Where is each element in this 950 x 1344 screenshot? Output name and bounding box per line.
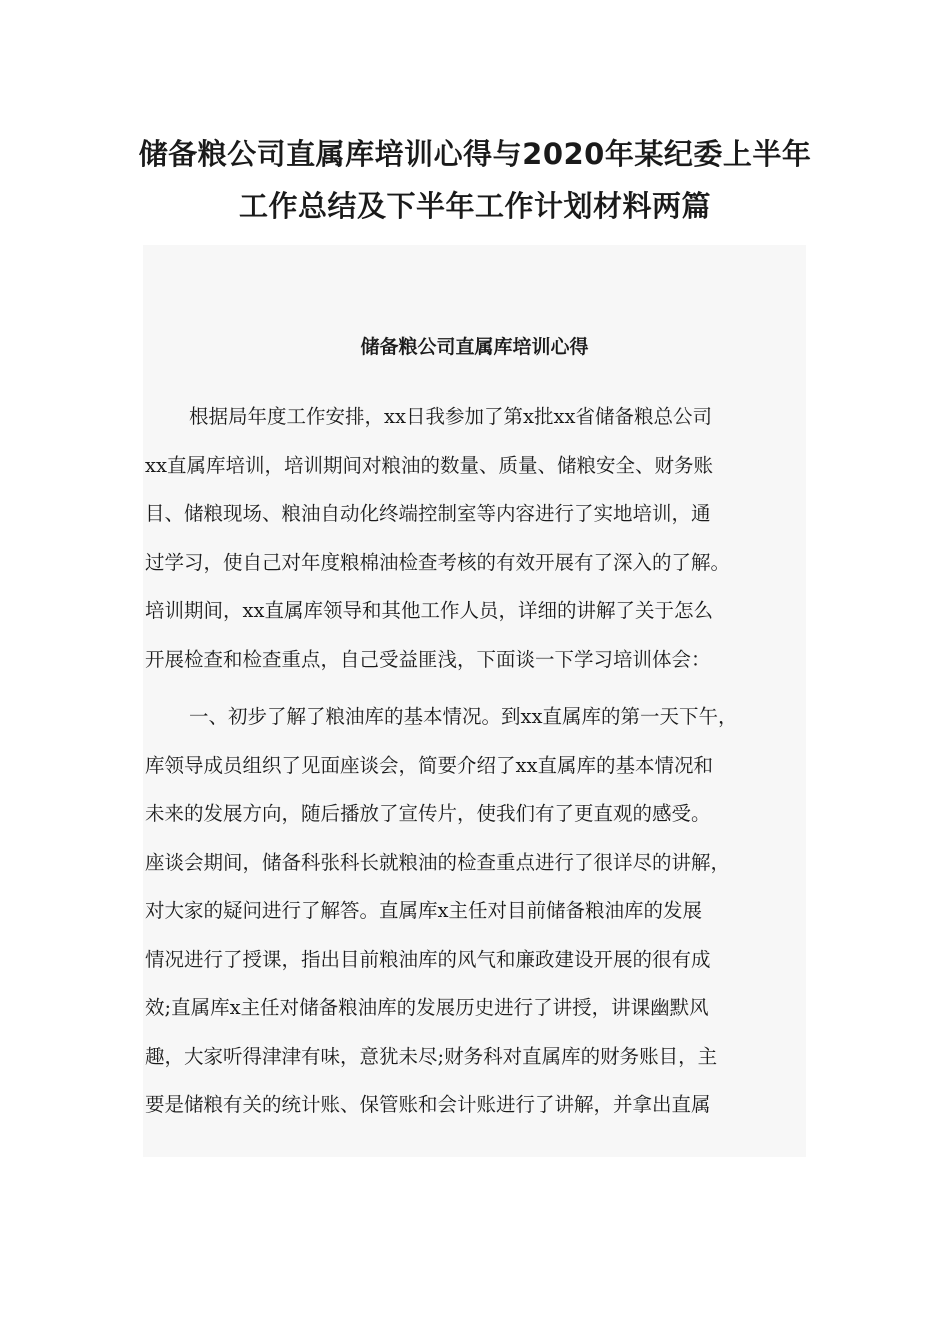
text-line: 过学习，使自己对年度粮棉油检查考核的有效开展有了深入的了解。 xyxy=(145,550,731,574)
section-heading: 储备粮公司直属库培训心得 xyxy=(360,336,589,358)
paragraph xyxy=(145,693,825,1130)
title-line: 工作总结及下半年工作计划材料两篇 xyxy=(238,189,711,223)
text-line: 对大家的疑问进行了解答。直属库x主任对目前储备粮油库的发展 xyxy=(145,899,702,922)
text-line: 库领导成员组织了见面座谈会，简要介绍了xx直属库的基本情况和 xyxy=(145,753,713,777)
document-title xyxy=(95,128,855,232)
text-line: 要是储粮有关的统计账、保管账和会计账进行了讲解，并拿出直属 xyxy=(145,1093,711,1116)
text-line: 趣，大家听得津津有味，意犹未尽;财务科对直属库的财务账目，主 xyxy=(145,1044,718,1068)
text-line: 座谈会期间，储备科张科长就粮油的检查重点进行了很详尽的讲解， xyxy=(145,850,731,874)
text-line: 效;直属库x主任对储备粮油库的发展历史进行了讲授，讲课幽默风 xyxy=(145,996,709,1019)
text-line: 一、初步了解了粮油库的基本情况。到xx直属库的第一天下午， xyxy=(189,705,738,728)
title-line: 储备粮公司直属库培训心得与2020年某纪委上半年 xyxy=(138,137,812,171)
text-line: 开展检查和检查重点，自己受益匪浅，下面谈一下学习培训体会： xyxy=(145,647,711,671)
document-body xyxy=(143,245,806,1157)
text-line: 情况进行了授课，指出目前粮油库的风气和廉政建设开展的很有成 xyxy=(145,947,711,971)
text-line: xx直属库培训，培训期间对粮油的数量、质量、储粮安全、财务账 xyxy=(145,453,713,477)
text-line: 目、储粮现场、粮油自动化终端控制室等内容进行了实地培训，通 xyxy=(145,502,711,525)
paragraph xyxy=(145,393,825,684)
text-line: 根据局年度工作安排，xx日我参加了第x批xx省储备粮总公司 xyxy=(189,405,712,428)
text-line: 未来的发展方向，随后播放了宣传片，使我们有了更直观的感受。 xyxy=(145,802,711,825)
text-line: 培训期间，xx直属库领导和其他工作人员，详细的讲解了关于怎么 xyxy=(145,599,713,622)
